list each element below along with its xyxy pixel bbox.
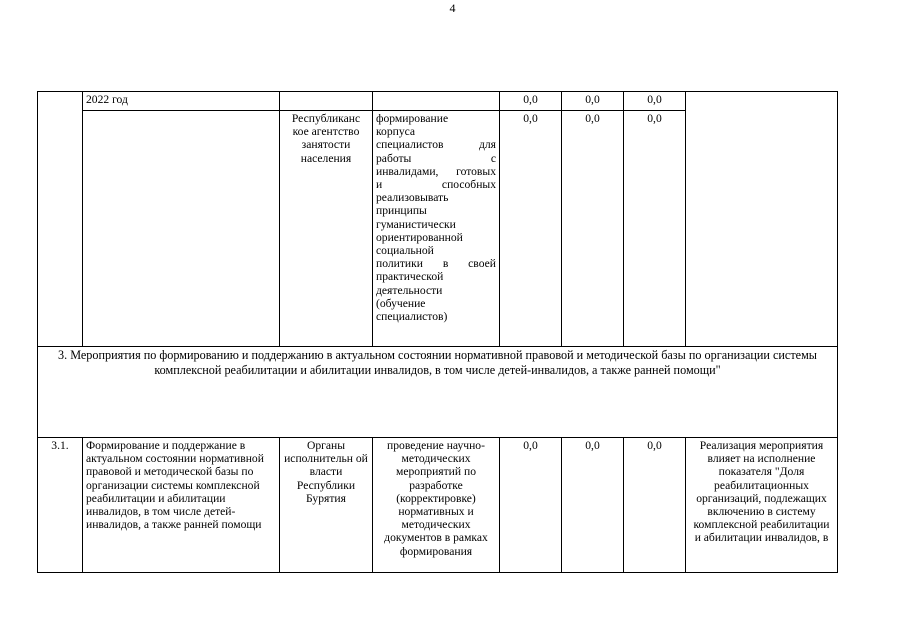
activity-word: и (376, 178, 383, 192)
activity-line (376, 152, 496, 165)
activity-line: (обучение (376, 296, 426, 310)
activity-line (376, 165, 496, 178)
activity-line: реализовывать (376, 191, 449, 205)
cell-number-empty (38, 92, 83, 347)
activity-line (376, 257, 496, 270)
cell-row-result: Реализация мероприятия влияет на исполнение показателя "Доля реабилитационных организаций, подлежащих включению в систему комплексной реабилитации и абилитации инвалидов, в (686, 438, 838, 573)
activity-word: работы (376, 151, 412, 165)
activity-line (376, 138, 496, 151)
activity-line: деятельности (376, 283, 443, 297)
activity-line: ориентированной (376, 230, 463, 244)
cell-row-value-1: 0,0 (500, 438, 562, 573)
activity-word: специалистов (376, 138, 444, 152)
cell-agency-activity (373, 111, 500, 347)
cell-result-empty (686, 92, 838, 347)
activity-line: формирование (376, 112, 449, 125)
cell-agency-executor: Республиканс кое агентство занятости населения (280, 111, 373, 347)
activity-line: практической (376, 270, 444, 284)
cell-agency-value-1: 0,0 (500, 111, 562, 347)
activity-line: гуманистически (376, 217, 456, 231)
activity-line: специалистов) (376, 310, 448, 324)
cell-row-executor: Органы исполнительн ой власти Республики Бурятия (280, 438, 373, 573)
cell-year-value-2: 0,0 (562, 92, 624, 111)
table-row-year (38, 92, 838, 111)
cell-agency-value-2: 0,0 (562, 111, 624, 347)
program-table (37, 91, 838, 573)
cell-row-number: 3.1. (38, 438, 83, 573)
cell-row-value-2: 0,0 (562, 438, 624, 573)
cell-row-value-3: 0,0 (624, 438, 686, 573)
activity-word: в (442, 257, 449, 271)
cell-year-value-3: 0,0 (624, 92, 686, 111)
cell-year-value-1: 0,0 (500, 92, 562, 111)
cell-agency-value-3: 0,0 (624, 111, 686, 347)
section-title: 3. Мероприятия по формированию и поддержанию в актуальном состоянии нормативной правовой и методической базы по организации системы комплексной реабилитации и абилитации инвалидов, в том числе детей-инвалидов, а также ранней помощи" (38, 347, 838, 438)
table-row-3-1 (38, 438, 838, 573)
activity-word: инвалидами, (376, 164, 439, 178)
activity-line: корпуса (376, 125, 416, 139)
activity-word: с (490, 151, 496, 165)
activity-line: принципы (376, 204, 427, 218)
page-number: 4 (449, 1, 456, 15)
activity-word: готовых (456, 164, 496, 178)
activity-word: способных (441, 178, 496, 192)
activity-word: для (478, 138, 496, 152)
cell-year-label: 2022 год (83, 92, 280, 111)
cell-year-activity (373, 92, 500, 111)
section-header-row (38, 347, 838, 438)
cell-year-executor (280, 92, 373, 111)
cell-row-activity: проведение научно-методических мероприятий по разработке (корректировке) нормативных и методических документов в рамках формирования (373, 438, 500, 573)
activity-word: политики (376, 257, 423, 271)
activity-line (376, 178, 496, 191)
cell-agency-name-empty (83, 111, 280, 347)
cell-row-name: Формирование и поддержание в актуальном состоянии нормативной правовой и методической базы по организации системы комплексной реабилитации и абилитации инвалидов, в том числе детей-инвалидов, а также ранней помощи (83, 438, 280, 573)
activity-line: социальной (376, 244, 434, 258)
activity-word: своей (468, 257, 496, 271)
